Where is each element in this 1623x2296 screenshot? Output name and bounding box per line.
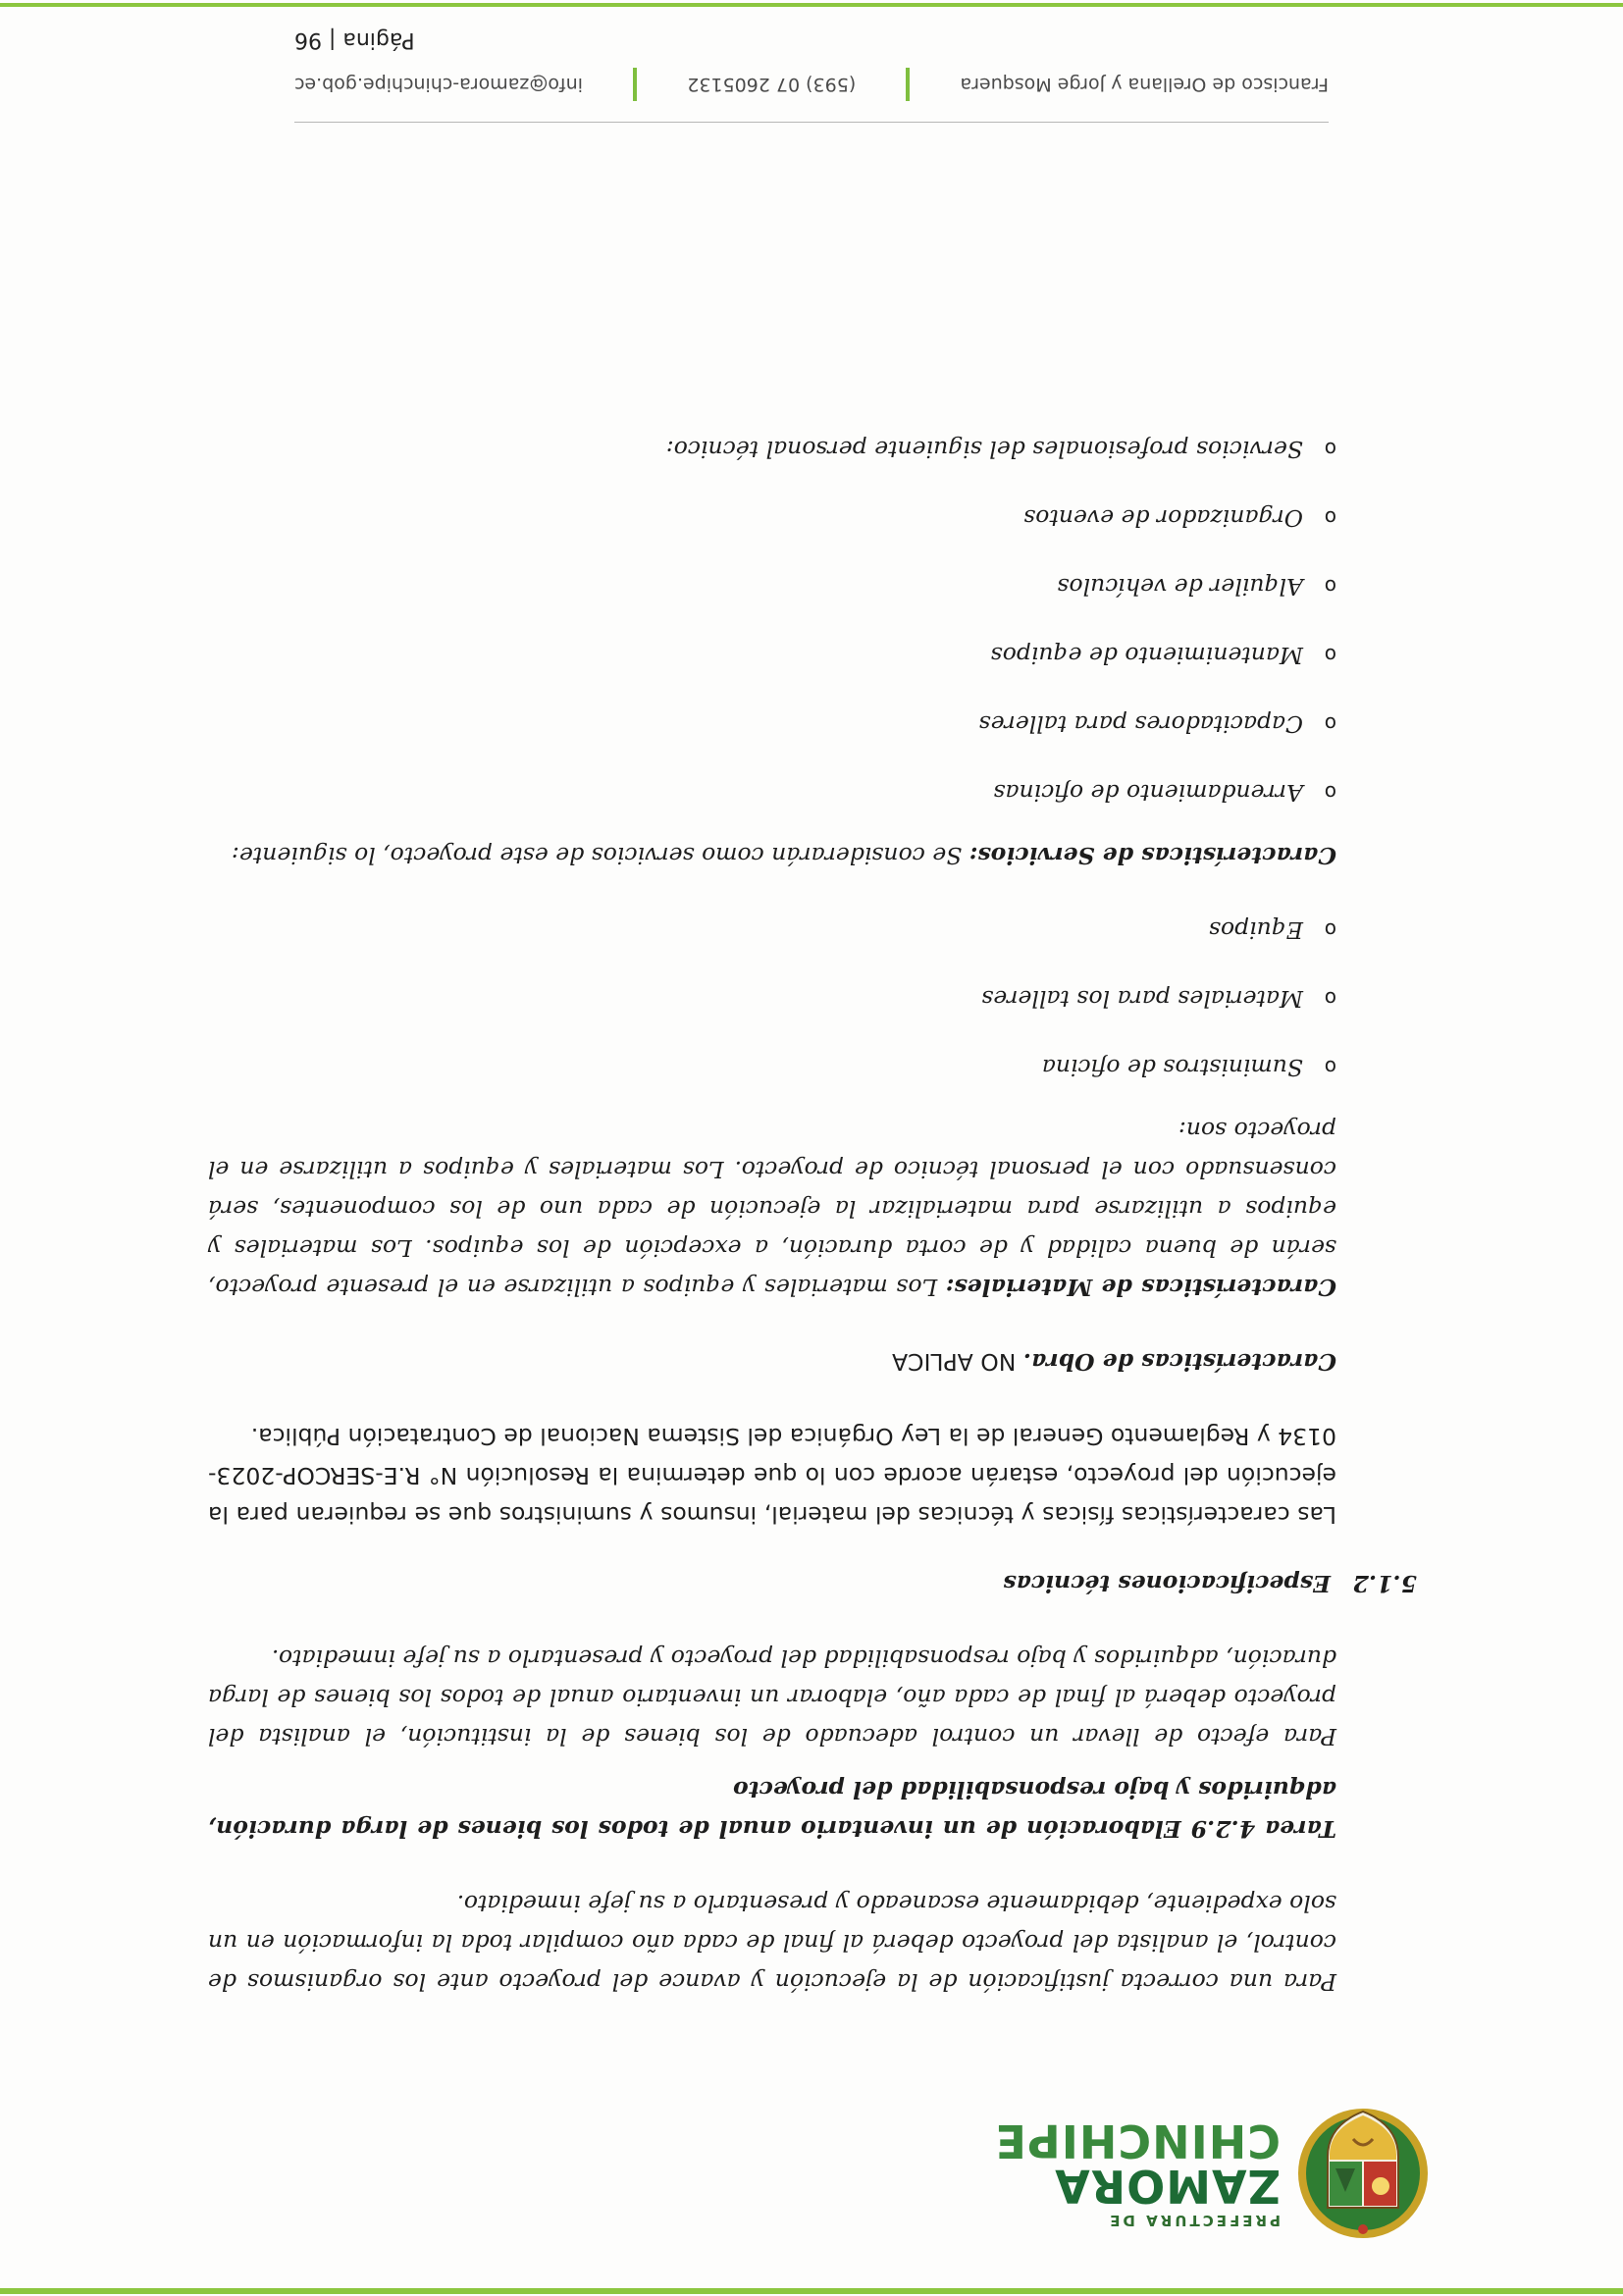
materials-text: Los materiales y equipos a utilizarse en el presente proyecto, serán de buena calidad y de corta duración, a excepción de los equipos. Los materiales y equipos a utilizarse para materializar la ejecución de cada uno de los componentes, será consensuado con el personal técnico de proyecto. Los materiales y equipos a utilizarse en el proyecto son: bbox=[208, 1117, 1336, 1301]
task-heading: Tarea 4.2.9 Elaboración de un inventario anual de todos los bienes de larga duración, adquiridos y bajo responsabilidad del proyecto bbox=[208, 1776, 1336, 1843]
services-list bbox=[208, 430, 1336, 812]
section-number: 5.1.2 bbox=[1352, 1570, 1417, 1597]
logo-line-chinchipe: CHINCHIPE bbox=[994, 2114, 1281, 2168]
bullet-marker: o bbox=[1324, 1056, 1336, 1079]
footer-address: Francisco de Orellana y Jorge Mosquera bbox=[960, 74, 1329, 95]
bullet-marker: o bbox=[1324, 438, 1336, 461]
specs-paragraph: Las características físicas y técnicas del material, insumos y suministros que se requieran para la ejecución del proyecto, estarán acorde con lo que determina la Resolución N° R.E-SERCOP-2023-0134 y Reglamento General de la Ley Orgánica del Sistema Nacional de Contratación Pública. bbox=[208, 1423, 1336, 1529]
list-item-label: Alquiler de vehículos bbox=[1057, 573, 1303, 600]
list-item bbox=[208, 773, 1336, 812]
footer-phone: (593) 07 2605132 bbox=[687, 74, 857, 95]
document-body bbox=[208, 394, 1417, 2002]
materials-paragraph bbox=[208, 1111, 1336, 1307]
footer-contact bbox=[294, 68, 1329, 101]
bullet-marker: o bbox=[1324, 781, 1336, 805]
page-footer bbox=[294, 25, 1329, 123]
prefectura-logo bbox=[980, 2090, 1432, 2257]
bullet-marker: o bbox=[1324, 918, 1336, 942]
list-item-label: Arrendamiento de oficinas bbox=[993, 779, 1303, 807]
list-item bbox=[208, 911, 1336, 950]
list-item-label: Equipos bbox=[1208, 916, 1303, 944]
services-paragraph bbox=[208, 836, 1336, 875]
obra-value: NO APLICA bbox=[892, 1348, 1017, 1376]
obra-label: Características de Obra. bbox=[1022, 1348, 1336, 1376]
materials-list bbox=[208, 911, 1336, 1087]
list-item bbox=[208, 498, 1336, 538]
section-heading bbox=[208, 1564, 1417, 1603]
list-item bbox=[208, 1048, 1336, 1087]
coat-of-arms-seal bbox=[1294, 2100, 1432, 2247]
intro-paragraph: Para una correcta justificación de la ejecución y avance del proyecto ante los organismos de control, el analista del proyecto deberá al final de cada año compilar toda la información en un solo expediente, debidamente escaneado y presentarlo a su jefe inmediato. bbox=[208, 1890, 1336, 1996]
list-item-label: Suministros de oficina bbox=[1041, 1054, 1303, 1081]
list-item-label: Capacitadores para talleres bbox=[978, 710, 1303, 738]
logo-wordmark bbox=[994, 2114, 1281, 2230]
page-number: Página | 96 bbox=[294, 27, 415, 52]
materials-label: Características de Materiales: bbox=[945, 1274, 1336, 1301]
list-item-label: Organizador de eventos bbox=[1023, 504, 1303, 532]
page-header bbox=[0, 2061, 1623, 2296]
bullet-marker: o bbox=[1324, 712, 1336, 736]
bullet-marker: o bbox=[1324, 506, 1336, 530]
bullet-marker: o bbox=[1324, 575, 1336, 599]
obra-line bbox=[208, 1342, 1336, 1382]
list-item bbox=[208, 567, 1336, 606]
services-text: Se considerarán como servicios de este proyecto, lo siguiente: bbox=[232, 842, 963, 869]
list-item bbox=[208, 430, 1336, 469]
footer-email: info@zamora-chinchipe.gob.ec bbox=[294, 74, 583, 95]
list-item-label: Servicios profesionales del siguiente personal técnico: bbox=[665, 436, 1303, 463]
bottom-green-rule bbox=[0, 3, 1623, 7]
bullet-marker: o bbox=[1324, 987, 1336, 1011]
task-paragraph: Para efecto de llevar un control adecuado de los bienes de la institución, el analista del proyecto deberá al final de cada año, elaborar un inventario anual de todos los bienes de larga duración, adquiridos y bajo responsabilidad del proyecto y presentarlo a su jefe inmediato. bbox=[208, 1644, 1336, 1750]
list-item-label: Materiales para los talleres bbox=[981, 985, 1303, 1013]
services-label: Características de Servicios: bbox=[969, 842, 1336, 869]
footer-separator bbox=[906, 68, 910, 101]
logo-line-zamora: ZAMORA bbox=[1054, 2160, 1281, 2214]
footer-separator bbox=[633, 68, 637, 101]
list-item-label: Mantenimiento de equipos bbox=[990, 642, 1303, 669]
logo-prefix-text: PREFECTURA DE bbox=[1107, 2212, 1281, 2230]
footer-divider bbox=[294, 122, 1329, 123]
list-item bbox=[208, 636, 1336, 675]
section-title: Especificaciones técnicas bbox=[1003, 1570, 1331, 1597]
list-item bbox=[208, 704, 1336, 744]
bullet-marker: o bbox=[1324, 644, 1336, 667]
list-item bbox=[208, 979, 1336, 1018]
